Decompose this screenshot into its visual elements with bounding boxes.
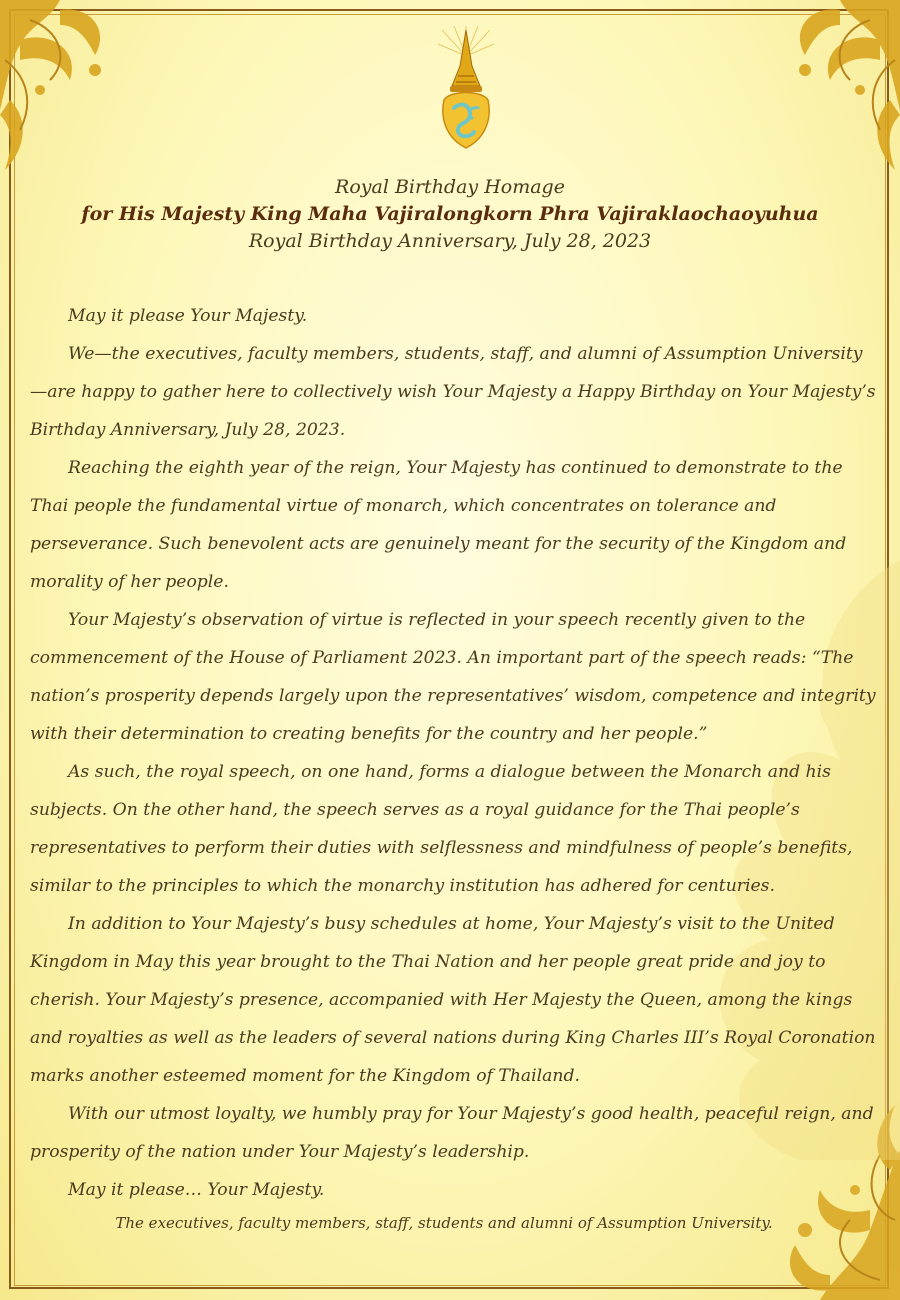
- paragraph: Reaching the eighth year of the reign, Your Majesty has continued to demonstrate to the Thai people the fundamental virtue of monarch, which concentrates on tolerance and perseverance. Such benevolent acts are genuinely meant for the security of the Kingdom and morality of her people.: [30, 458, 847, 592]
- paragraph: We—the executives, faculty members, students, staff, and alumni of Assumption University—are happy to gather here to collectively wish Your Majesty a Happy Birthday on Your Majesty’s Birthday Anniversary, July 28, 2023.: [30, 344, 876, 440]
- letter-body: [30, 297, 876, 1209]
- royal-emblem-icon: [436, 26, 496, 154]
- paragraph: Your Majesty’s observation of virtue is reflected in your speech recently given to the commencement of the House of Parliament 2023. An important part of the speech reads: “The nation’s prosperity depends largely upon the representatives’ wisdom, competence and integrity with their determination to creating benefits for the country and her people.”: [30, 610, 876, 744]
- anniversary-date: Royal Birthday Anniversary, July 28, 2023: [248, 230, 652, 252]
- paragraph: As such, the royal speech, on one hand, forms a dialogue between the Monarch and his subjects. On the other hand, the speech serves as a royal guidance for the Thai people’s representatives to perform their duties with selflessness and mindfulness of people’s benefits, similar to the principles to which the monarchy institution has adhered for centuries.: [30, 762, 853, 896]
- title-block: [0, 174, 900, 254]
- homage-title: Royal Birthday Homage: [335, 176, 565, 198]
- king-name-title: for His Majesty King Maha Vajiralongkorn Phra Vajiraklaochaoyuhua: [81, 203, 819, 225]
- floral-ornament-icon: [0, 0, 130, 180]
- paragraph: With our utmost loyalty, we humbly pray for Your Majesty’s good health, peaceful reign, and prosperity of the nation under Your Majesty’s leadership.: [30, 1104, 874, 1162]
- paragraph: In addition to Your Majesty’s busy schedules at home, Your Majesty’s visit to the United Kingdom in May this year brought to the Thai Nation and her people great pride and joy to cherish. Your Majesty’s presence, accompanied with Her Majesty the Queen, among the kings and royalties as well as the leaders of several nations during King Charles III’s Royal Coronation marks another esteemed moment for the Kingdom of Thailand.: [30, 914, 876, 1086]
- signature-line: The executives, faculty members, staff, students and alumni of Assumption University.: [115, 1214, 773, 1232]
- paragraph: May it please Your Majesty.: [68, 306, 308, 326]
- paragraph: May it please… Your Majesty.: [68, 1180, 325, 1200]
- floral-ornament-icon: [770, 0, 900, 180]
